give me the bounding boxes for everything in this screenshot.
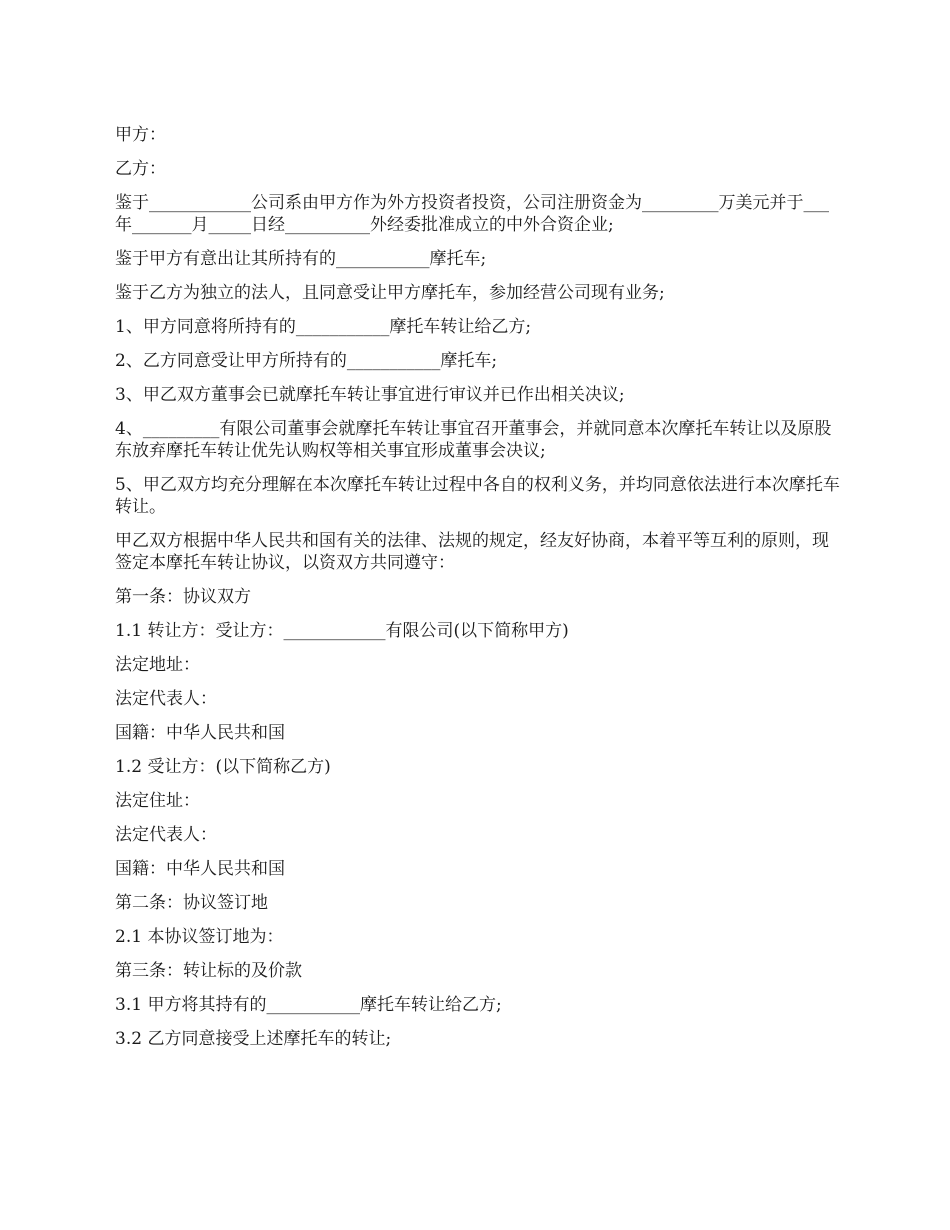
section-2-1: 2.1 本协议签订地为：: [115, 927, 284, 947]
clause-3: 3、甲乙双方董事会已就摩托车转让事宜进行审议并已作出相关决议;: [115, 385, 625, 405]
document-body: [115, 124, 840, 1062]
transferor-representative: 法定代表人：: [115, 689, 217, 709]
clause-5: 5、甲乙双方均充分理解在本次摩托车转让过程中各自的权利义务，并均同意依法进行本次摩托车转让。: [115, 475, 840, 517]
agreement-preamble: 甲乙双方根据中华人民共和国有关的法律、法规的规定，经友好协商，本着平等互利的原则，现签定本摩托车转让协议，以资双方共同遵守：: [115, 531, 829, 573]
transferee-nationality: 国籍：中华人民共和国: [115, 859, 285, 879]
article-2-heading: 第二条：协议签订地: [115, 893, 268, 913]
section-1-2: 1.2 受让方：(以下简称乙方): [115, 757, 331, 777]
clause-4: 4、_________有限公司董事会就摩托车转让事宜召开董事会，并就同意本次摩托车转让以及原股东放弃摩托车转让优先认购权等相关事宜形成董事会决议;: [115, 419, 832, 461]
recital-transfer-intent: 鉴于甲方有意出让其所持有的___________摩托车;: [115, 249, 487, 269]
transferor-nationality: 国籍：中华人民共和国: [115, 723, 285, 743]
clause-2: 2、乙方同意受让甲方所持有的___________摩托车;: [115, 351, 498, 371]
transferee-address: 法定住址：: [115, 791, 200, 811]
section-3-1: 3.1 甲方将其持有的___________摩托车转让给乙方;: [115, 995, 502, 1015]
transferee-representative: 法定代表人：: [115, 825, 217, 845]
article-3-heading: 第三条：转让标的及价款: [115, 961, 302, 981]
party-a-line: 甲方：: [115, 125, 166, 145]
party-b-line: 乙方：: [115, 159, 166, 179]
clause-1: 1、甲方同意将所持有的___________摩托车转让给乙方;: [115, 317, 532, 337]
recital-company: 鉴于____________公司系由甲方作为外方投资者投资，公司注册资金为_________万美元并于___年_______月_____日经__________外经委批准成立的中外合资企业;: [115, 193, 829, 235]
article-1-heading: 第一条：协议双方: [115, 587, 251, 607]
section-1-1: 1.1 转让方：受让方：____________有限公司(以下简称甲方): [115, 621, 569, 641]
recital-buyer: 鉴于乙方为独立的法人，且同意受让甲方摩托车，参加经营公司现有业务;: [115, 283, 665, 303]
transferor-address: 法定地址：: [115, 655, 200, 675]
section-3-2: 3.2 乙方同意接受上述摩托车的转让;: [115, 1029, 392, 1049]
